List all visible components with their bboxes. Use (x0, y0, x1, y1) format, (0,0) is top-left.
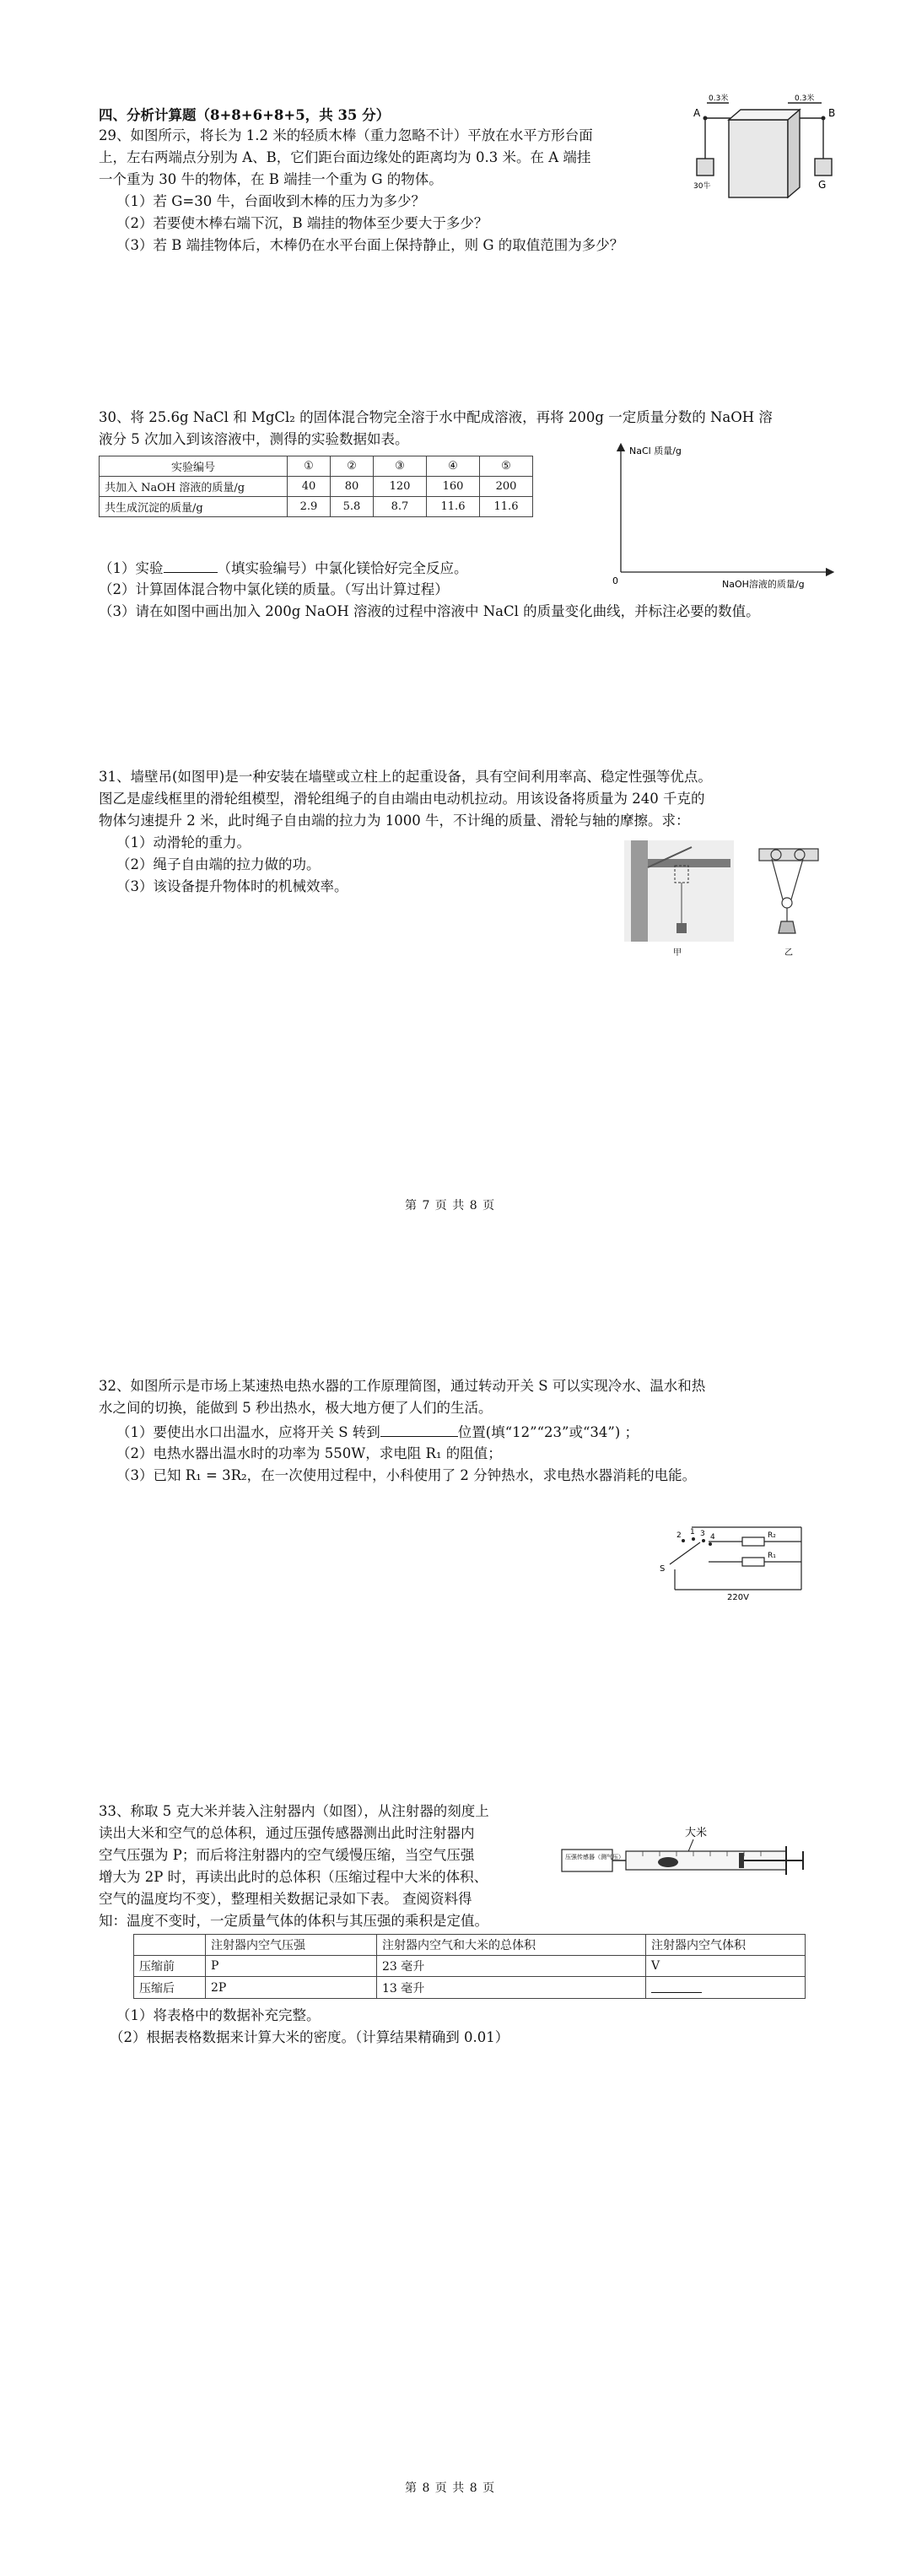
page-footer-7: 第 7 页 共 8 页 (405, 1199, 496, 1212)
q30-sub-3: （3）请在如图中画出加入 200g NaOH 溶液的过程中溶液中 NaCl 的质量变化曲线，并标注必要的数值。 (99, 603, 760, 619)
q31-sub-2: （2）绳子自由端的拉力做的功。 (116, 856, 321, 872)
svg-text:1: 1 (690, 1528, 695, 1536)
crane-arm (648, 859, 730, 867)
plunger-head (739, 1853, 744, 1868)
answer-blank[interactable] (646, 1977, 806, 1999)
q32-line-2: 水之间的切换，能做到 5 秒出热水，极大地方便了人们的生活。 (99, 1400, 493, 1416)
q33-line-1: 33、称取 5 克大米并装入注射器内（如图），从注射器的刻度上 (99, 1803, 489, 1819)
q33-line-5: 空气的温度均不变），整理相关数据记录如下表。 查阅资料得 (99, 1891, 472, 1907)
dist-right: 0.3米 (795, 95, 815, 103)
q29-sub-3: （3）若 B 端挂物体后，木棒仍在水平台面上保持静止，则 G 的取值范围为多少？ (116, 237, 624, 253)
origin-label: 0 (612, 575, 618, 586)
q31-sub-3: （3）该设备提升物体时的机械效率。 (116, 878, 348, 894)
label-b: B (828, 107, 836, 119)
q29-line-3: 一个重为 30 牛的物体，在 B 端挂一个重为 G 的物体。 (99, 171, 443, 187)
answer-blank[interactable] (164, 559, 218, 573)
r2-label: R₂ (768, 1531, 776, 1540)
q29-sub-1: （1）若 G=30 牛，台面收到木棒的压力为多少？ (116, 193, 425, 209)
q30-table (99, 456, 533, 517)
table-row: 实验编号 ① ② ③ ④ ⑤ (100, 456, 533, 477)
q32-sub-3: （3）已知 R₁ = 3R₂，在一次使用过程中，小科使用了 2 分钟热水，求电热水器消耗的电能。 (116, 1467, 697, 1483)
q33-sub-1: （1）将表格中的数据补充完整。 (116, 2007, 321, 2023)
q33-sub-2: （2）根据表格数据来计算大米的密度。（计算结果精确到 0.01） (110, 2029, 509, 2045)
crane-post (631, 840, 648, 942)
q32-line-1: 32、如图所示是市场上某速热电热水器的工作原理简图，通过转动开关 S 可以实现冷水、温水和热 (99, 1378, 706, 1394)
q32-circuit (650, 1519, 818, 1603)
voltage-label: 220V (727, 1593, 749, 1602)
q31-line-3: 物体匀速提升 2 米，此时绳子自由端的拉力为 1000 牛，不计绳的质量、滑轮与轴的摩擦。求： (99, 813, 690, 829)
y-axis-label: NaCl 质量/g (629, 446, 682, 456)
svg-text:2: 2 (677, 1531, 682, 1540)
q30-sub-1: （1）实验 （填实验编号）中氯化镁恰好完全反应。 (99, 560, 468, 576)
weight-left (697, 159, 714, 176)
table-row: 压缩后 2P 13 毫升 (134, 1977, 806, 1999)
fig-label-left: 甲 (673, 948, 682, 958)
page-footer-8: 第 8 页 共 8 页 (405, 2481, 496, 2495)
r1-label: R₁ (768, 1552, 776, 1560)
q33-line-4: 增大为 2P 时，再读出此时的总体积（压缩过程中大米的体积、 (99, 1869, 488, 1885)
x-axis-label: NaOH溶液的质量/g (722, 579, 805, 590)
q29-line-2: 上，左右两端点分别为 A、B，它们距台面边缘处的距离均为 0.3 米。在 A 端挂 (99, 149, 591, 165)
fig-label-right: 乙 (784, 948, 793, 958)
table-row: 共生成沉淀的质量/g 2.9 5.8 8.7 11.6 11.6 (100, 497, 533, 517)
q33-line-6: 知：温度不变时，一定质量气体的体积与其压强的乘积是定值。 (99, 1913, 488, 1929)
q31-line-1: 31、墙壁吊(如图甲)是一种安装在墙壁或立柱上的起重设备，具有空间利用率高、稳定性强等优点。 (99, 769, 712, 785)
weight-right (815, 159, 832, 176)
weight-right-label: G (818, 179, 827, 191)
q32-sub-1: （1）要使出水口出温水，应将开关 S 转到 位置(填“12”“23”或“34”) ； (116, 1424, 639, 1440)
q29-line-1: 29、如图所示，将长为 1.2 米的轻质木棒（重力忽略不计）平放在水平方形台面 (99, 127, 593, 143)
q33-line-3: 空气压强为 P；而后将注射器内的空气缓慢压缩，当空气压强 (99, 1847, 475, 1863)
table-row: 共加入 NaOH 溶液的质量/g 40 80 120 160 200 (100, 477, 533, 497)
q33-figure (558, 1823, 811, 1890)
pressure-sensor (562, 1850, 612, 1871)
q32-sub-2: （2）电热水器出温水时的功率为 550W，求电阻 R₁ 的阻值； (116, 1445, 502, 1461)
rice-label: 大米 (685, 1827, 708, 1839)
table-block (729, 120, 788, 197)
q30-sub-2: （2）计算固体混合物中氯化镁的质量。（写出计算过程） (99, 581, 449, 597)
svg-text:3: 3 (700, 1530, 705, 1538)
q29-figure (690, 91, 842, 209)
q29-sub-2: （2）若要使木棒右端下沉，B 端挂的物体至少要大于多少？ (116, 215, 488, 231)
q31-figure (624, 840, 835, 959)
section-title: 四、分析计算题（8+8+6+8+5，共 35 分） (99, 107, 391, 123)
switch-label: S (660, 1564, 666, 1574)
answer-blank[interactable] (380, 1423, 458, 1437)
q31-sub-1: （1）动滑轮的重力。 (116, 834, 251, 851)
q30-line-2: 液分 5 次加入到该溶液中，测得的实验数据如表。 (99, 431, 409, 447)
weight-left-label: 30牛 (693, 182, 711, 191)
switch-s (670, 1542, 700, 1564)
q33-table (133, 1934, 806, 1999)
q30-line-1: 30、将 25.6g NaCl 和 MgCl₂ 的固体混合物完全溶于水中配成溶液，再将 200g 一定质量分数的 NaOH 溶 (99, 409, 773, 425)
q33-line-2: 读出大米和空气的总体积，通过压强传感器测出此时注射器内 (99, 1825, 475, 1841)
table-row: 注射器内空气压强 注射器内空气和大米的总体积 注射器内空气体积 (134, 1935, 806, 1956)
table-row: 压缩前 P 23 毫升 V (134, 1956, 806, 1977)
svg-text:4: 4 (710, 1533, 715, 1542)
q30-graph (596, 439, 840, 591)
dist-left: 0.3米 (709, 95, 729, 103)
resistor-r2 (742, 1537, 764, 1546)
q31-line-2: 图乙是虚线框里的滑轮组模型，滑轮组绳子的自由端由电动机拉动。用该设备将质量为 240 千克的 (99, 791, 705, 807)
rice-sample (658, 1857, 678, 1867)
resistor-r1 (742, 1558, 764, 1566)
label-a: A (693, 107, 701, 119)
sensor-label: 压强传感器（测气压） (565, 1854, 624, 1860)
